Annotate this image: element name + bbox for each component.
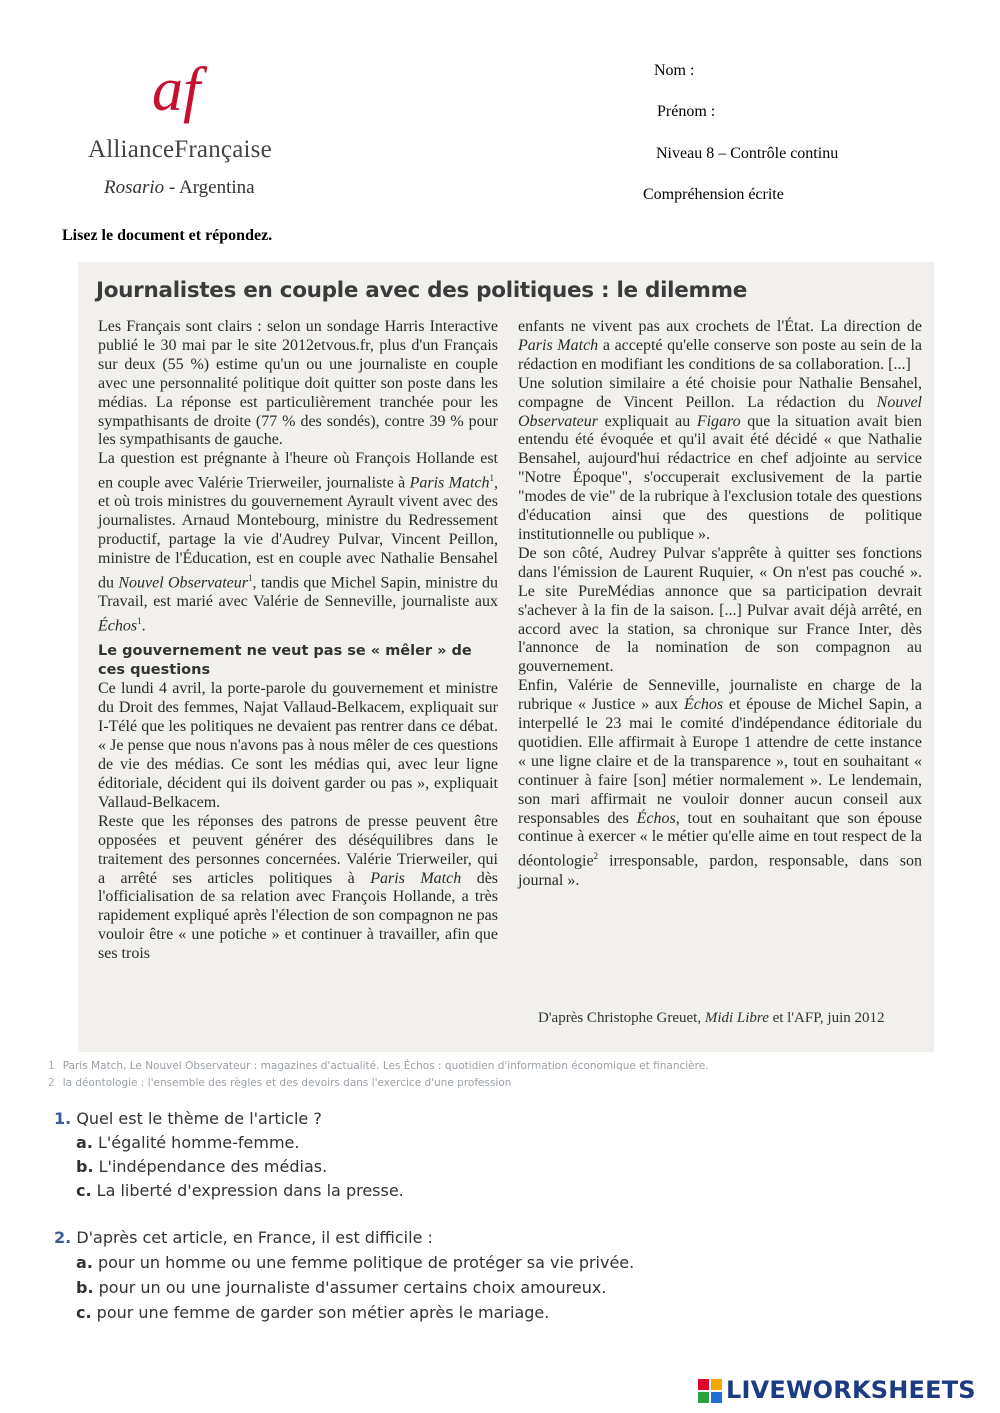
af-monogram-icon [150,48,230,130]
logo-separator: - [164,177,179,198]
liveworksheets-icon [698,1379,722,1403]
footnote: 2 la déontologie : l'ensemble des règles et des devoirs dans l'exercice d'une profession [48,1077,512,1089]
svg-text:af: af [152,56,201,124]
logo-country: Argentina [178,177,255,198]
article-column-right [518,318,922,891]
question-2: 2. D'après cet article, en France, il est difficile : [54,1228,433,1247]
question-1: 1. Quel est le thème de l'article ? [54,1109,322,1128]
logo-wordmark [88,136,272,164]
niveau-label: Niveau 8 – Contrôle continu [656,145,839,162]
article-source: D'après Christophe Greuet, Midi Libre et l'AFP, juin 2012 [538,1010,885,1026]
competence-label: Compréhension écrite [643,186,784,203]
instruction: Lisez le document et répondez. [62,227,273,244]
question-2-option-b[interactable]: b. pour un ou une journaliste d'assumer certains choix amoureux. [76,1278,607,1297]
nom-label: Nom : [654,62,695,79]
prenom-label: Prénom : [657,103,716,120]
question-2-option-a[interactable]: a. pour un homme ou une femme politique de protéger sa vie privée. [76,1253,635,1272]
article-paragraph: enfants ne vivent pas aux crochets de l'État. La direction de Paris Match a accepté qu'elle conserve son poste au sein de la rédaction en modifiant les conditions de sa collaboration. [...] [518,318,922,373]
question-2-option-c[interactable]: c. pour une femme de garder son métier après le mariage. [76,1303,550,1322]
logo-name-part1: Alliance [88,136,175,163]
logo-name-part2: Française [174,136,272,163]
article-paragraph: Les Français sont clairs : selon un sondage Harris Interactive publié le 30 mai par le site 2012etvous.fr, plus d'un Français sur deux (55 %) estime qu'un ou une journaliste en couple avec une personnalité politique doit quitter son poste dans les médias. La réponse est particulièrement tranchée pour les sympathisants de droite (77 % des sondés), contre 39 % pour les sympathisants de gauche. [98,318,498,449]
question-1-option-a[interactable]: a. L'égalité homme-femme. [76,1133,300,1152]
article-paragraph: Une solution similaire a été choisie pour Nathalie Bensahel, compagne de Vincent Peillon. La rédaction du Nouvel Observateur expliquait au Figaro que la situation avait bien entendu été évoquée et qu'il avait été décidé « que Nathalie Bensahel, aujourd'hui rédactrice en chef adjointe au service "Notre Époque", s'occuperait exclusivement de la partie "modes de vie" de la rubrique à l'exclusion totale des questions d'éducation ainsi que des questions de politique institutionnelle ou publique ». [518,374,922,543]
article-title: Journalistes en couple avec des politiques : le dilemme [96,278,748,303]
article-paragraph: Enfin, Valérie de Senneville, journaliste en charge de la rubrique « Justice » aux Échos et épouse de Michel Sapin, a interpellé le 23 mai le comité d'indépendance éditoriale du quotidien. Elle affirmait à Europe 1 attendre de cette instance « une ligne claire et de la transparence », tout en souhaitant « continuer à faire [son] métier normalement ». Le lendemain, son mari affirmait ne vouloir donner aucun conseil aux responsables des Échos, tout en souhaitant que son épouse continue à exercer « le métier qu'elle aime en tout respect de la déontologie$^2$ irresponsable, pardon, responsable, dans son journal ». [518,677,922,889]
logo-city: Rosario [104,177,165,198]
article-paragraph: De son côté, Audrey Pulvar s'apprête à quitter ses fonctions dans l'émission de Laurent Ruquier, « On n'est pas couché ». Le site PureMédias annonce que sa participation devrait s'achever à la fin de la saison. [...] Pulvar avait déjà arrêté, en accord avec la station, sa chronique sur France Inter, dès l'annonce de la nomination de son compagnon au gouvernement. [518,544,922,676]
question-1-option-b[interactable]: b. L'indépendance des médias. [76,1157,328,1176]
article-column-left [98,318,498,964]
article-paragraph: Reste que les réponses des patrons de presse peuvent être opposées et peuvent générer des déséquilibres dans le traitement des personnes concernées. Valérie Trierweiler, qui a arrêté ses articles politiques à Paris Match dès l'officialisation de sa relation avec François Hollande, a très rapidement expliqué après l'élection de son compagnon ne pas vouloir être « une potiche » et continuer à travailler, afin que ses trois [98,812,499,963]
question-1-option-c[interactable]: c. La liberté d'expression dans la presse. [76,1181,404,1200]
liveworksheets-text: LIVEWORKSHEETS [726,1376,976,1404]
logo-location [104,177,255,199]
alliance-francaise-logo [150,48,230,130]
article-paragraph: La question est prégnante à l'heure où François Hollande est en couple avec Valérie Trierweiler, journaliste à Paris Match$^1$, et où trois ministres du gouvernement Ayrault vivent avec des journalistes. Arnaud Montebourg, ministre du Redressement productif, partage la vie d'Audrey Pulvar, Vincent Peillon, ministre de l'Éducation, est en couple avec Nathalie Bensahel du Nouvel Observateur$^1$, tandis que Michel Sapin, ministre du Travail, est marié avec Valérie de Senneville, journaliste aux Échos$^1$. [98,450,499,635]
article-subheading: Le gouvernement ne veut pas se « mêler » de ces questions [98,643,472,679]
article-paragraph: Ce lundi 4 avril, la porte-parole du gouvernement et ministre du Droit des femmes, Najat Vallaud-Belkacem, expliquait sur I-Télé que les politiques ne devaient pas rentrer dans ce débat. « Je pense que nous n'avons pas à nous mêler de ces questions de vie des médias. Ce sont les médias qui, avec leur ligne éditoriale, décident qui ils doivent garder ou pas », expliquait Vallaud-Belkacem. [98,680,498,811]
footnote: 1 Paris Match, Le Nouvel Observateur : magazines d'actualité. Les Échos : quotidien d'information économique et financière. [48,1060,709,1072]
